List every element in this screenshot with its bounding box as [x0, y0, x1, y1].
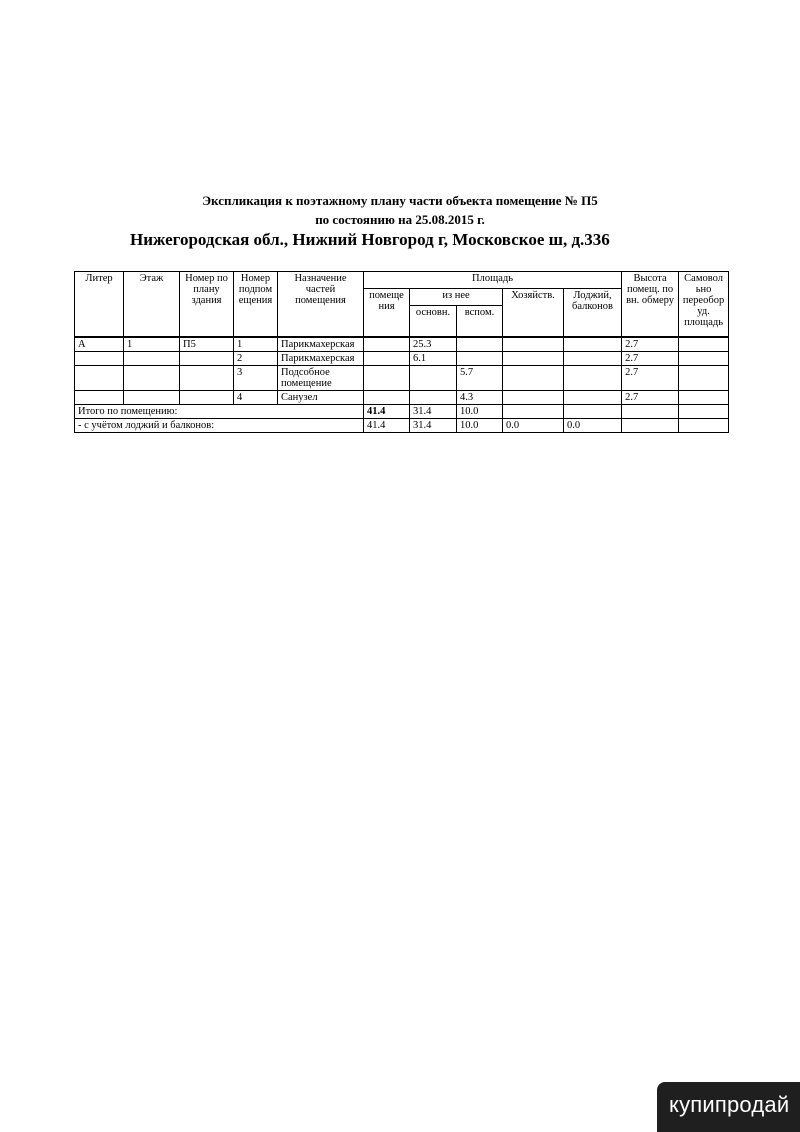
cell-liter: [75, 391, 124, 405]
cell-main: 25.3: [410, 337, 457, 352]
total-with-loggias-row: [75, 419, 729, 433]
total-premises: 41.4: [364, 405, 410, 419]
total-with-loggias-household: 0.0: [503, 419, 564, 433]
cell-unauthorized: [679, 366, 729, 391]
cell-purpose: Парикмахерская: [278, 352, 364, 366]
cell-floor: [124, 352, 180, 366]
cell-household: [503, 337, 564, 352]
total-with-loggias-loggias: 0.0: [564, 419, 622, 433]
table-row: [75, 391, 729, 405]
cell-plan-no: [180, 352, 234, 366]
total-with-loggias-height: [622, 419, 679, 433]
header-sub-no: Номер подпом ещения: [234, 272, 278, 338]
total-with-loggias-premises: 41.4: [364, 419, 410, 433]
cell-height: 2.7: [622, 391, 679, 405]
cell-loggias: [564, 352, 622, 366]
total-main: 31.4: [410, 405, 457, 419]
total-with-loggias-label: - с учётом лоджий и балконов:: [75, 419, 364, 433]
header-height: Высота помещ. по вн. обмеру: [622, 272, 679, 338]
total-aux: 10.0: [457, 405, 503, 419]
header-plan-no: Номер по плану здания: [180, 272, 234, 338]
header-main: основн.: [410, 306, 457, 338]
cell-liter: А: [75, 337, 124, 352]
cell-floor: [124, 391, 180, 405]
cell-purpose: Парикмахерская: [278, 337, 364, 352]
cell-floor: [124, 366, 180, 391]
cell-aux: 5.7: [457, 366, 503, 391]
cell-unauthorized: [679, 352, 729, 366]
header-loggias: Лоджий, балконов: [564, 289, 622, 338]
document-address: Нижегородская обл., Нижний Новгород г, Московское ш, д.336: [130, 230, 610, 249]
header-of-which: из нее: [410, 289, 503, 306]
cell-plan-no: [180, 391, 234, 405]
header-area: Площадь: [364, 272, 622, 289]
total-height: [622, 405, 679, 419]
cell-premises: [364, 366, 410, 391]
cell-aux: [457, 352, 503, 366]
cell-aux: 4.3: [457, 391, 503, 405]
header-liter: Литер: [75, 272, 124, 338]
total-with-loggias-unauthorized: [679, 419, 729, 433]
explication-table: [74, 271, 729, 433]
cell-premises: [364, 352, 410, 366]
cell-unauthorized: [679, 391, 729, 405]
cell-household: [503, 391, 564, 405]
cell-sub-no: 1: [234, 337, 278, 352]
header-premises: помеще ния: [364, 289, 410, 338]
watermark-text: купипродай: [669, 1092, 790, 1117]
cell-aux: [457, 337, 503, 352]
cell-loggias: [564, 391, 622, 405]
header-purpose: Назначение частей помещения: [278, 272, 364, 338]
total-row: [75, 405, 729, 419]
cell-sub-no: 4: [234, 391, 278, 405]
header-household: Хозяйств.: [503, 289, 564, 338]
cell-plan-no: П5: [180, 337, 234, 352]
cell-floor: 1: [124, 337, 180, 352]
cell-purpose: Подсобное помещение: [278, 366, 364, 391]
cell-household: [503, 352, 564, 366]
cell-sub-no: 3: [234, 366, 278, 391]
cell-premises: [364, 391, 410, 405]
cell-purpose: Санузел: [278, 391, 364, 405]
cell-sub-no: 2: [234, 352, 278, 366]
cell-plan-no: [180, 366, 234, 391]
cell-liter: [75, 352, 124, 366]
cell-height: 2.7: [622, 366, 679, 391]
table-row: [75, 337, 729, 352]
table-row: [75, 352, 729, 366]
cell-unauthorized: [679, 337, 729, 352]
document-title: Экспликация к поэтажному плану части объекта помещение № П5: [202, 193, 598, 208]
cell-liter: [75, 366, 124, 391]
cell-height: 2.7: [622, 337, 679, 352]
total-household: [503, 405, 564, 419]
header-aux: вспом.: [457, 306, 503, 338]
cell-household: [503, 366, 564, 391]
total-unauthorized: [679, 405, 729, 419]
document-date: по состоянию на 25.08.2015 г.: [315, 212, 485, 227]
total-with-loggias-main: 31.4: [410, 419, 457, 433]
total-loggias: [564, 405, 622, 419]
cell-loggias: [564, 337, 622, 352]
cell-loggias: [564, 366, 622, 391]
total-with-loggias-aux: 10.0: [457, 419, 503, 433]
cell-main: [410, 366, 457, 391]
cell-main: 6.1: [410, 352, 457, 366]
cell-main: [410, 391, 457, 405]
watermark-logo: [657, 1082, 800, 1132]
table-row: [75, 366, 729, 391]
total-label: Итого по помещению:: [75, 405, 364, 419]
cell-premises: [364, 337, 410, 352]
header-unauthorized: Самовол ьно переобор уд. площадь: [679, 272, 729, 338]
header-floor: Этаж: [124, 272, 180, 338]
cell-height: 2.7: [622, 352, 679, 366]
